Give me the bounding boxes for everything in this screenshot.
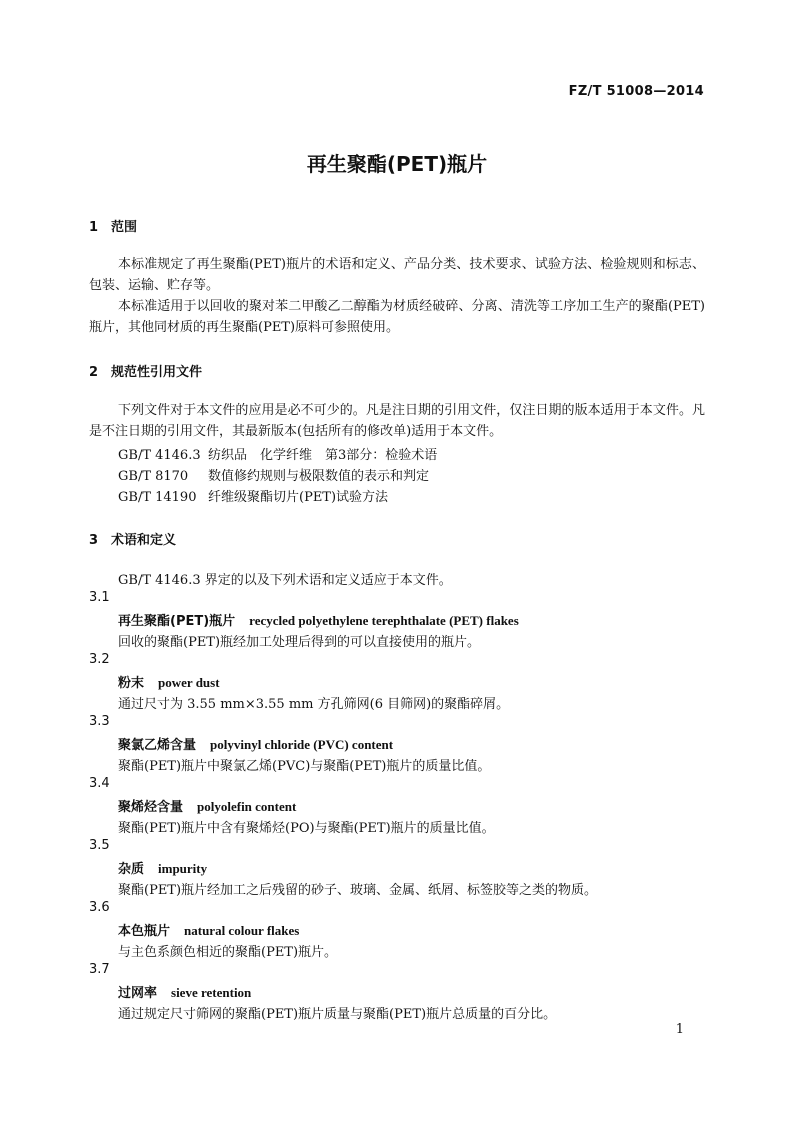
- term-english: polyolefin content: [197, 799, 297, 814]
- term-definition: 通过尺寸为 3.55 mm×3.55 mm 方孔筛网(6 目筛网)的聚酯碎屑。: [118, 697, 510, 712]
- term-chinese: 过网率: [118, 986, 158, 1001]
- reference-item: [118, 444, 437, 463]
- references-intro: [89, 400, 705, 442]
- term-chinese: 本色瓶片: [118, 924, 171, 939]
- page-number: 1: [675, 1022, 684, 1037]
- term-number: 3.7: [89, 962, 110, 977]
- reference-code: GB/T 8170: [118, 469, 189, 484]
- term-definition: 回收的聚酯(PET)瓶经加工处理后得到的可以直接使用的瓶片。: [118, 635, 481, 650]
- term-number: 3.6: [89, 900, 110, 915]
- term-entry: [118, 982, 251, 1001]
- term-chinese: 聚烯烃含量: [118, 800, 184, 815]
- term-english: impurity: [158, 861, 208, 876]
- reference-code: GB/T 14190: [118, 490, 197, 505]
- term-definition: 通过规定尺寸筛网的聚酯(PET)瓶片质量与聚酯(PET)瓶片总质量的百分比。: [118, 1007, 557, 1022]
- term-number: 3.1: [89, 590, 110, 605]
- term-number: 3.4: [89, 776, 110, 791]
- section-title: 术语和定义: [111, 533, 177, 548]
- term-entry: [118, 610, 519, 629]
- paragraph: 本标准适用于以回收的聚对苯二甲酸乙二醇酯为材质经破碎、分离、清洗等工序加工生产的聚酯(PET)瓶片，其他同材质的再生聚酯(PET)原料可参照使用。: [89, 299, 705, 335]
- section-number: 3: [89, 533, 99, 548]
- term-chinese: 再生聚酯(PET)瓶片: [118, 614, 236, 629]
- standard-number: FZ/T 51008—2014: [568, 84, 704, 99]
- term-definition: 与主色系颜色相近的聚酯(PET)瓶片。: [118, 945, 338, 960]
- reference-item: [118, 465, 429, 484]
- document-title: 再生聚酯(PET)瓶片: [306, 152, 488, 176]
- scope-text: [89, 254, 705, 338]
- terms-intro: GB/T 4146.3 界定的以及下列术语和定义适应于本文件。: [118, 573, 452, 588]
- section-title: 规范性引用文件: [111, 365, 203, 380]
- term-definition: 聚酯(PET)瓶片中聚氯乙烯(PVC)与聚酯(PET)瓶片的质量比值。: [118, 759, 491, 774]
- term-entry: [118, 858, 207, 877]
- term-chinese: 聚氯乙烯含量: [118, 738, 197, 753]
- term-entry: [118, 796, 296, 815]
- section-heading-scope: [89, 216, 137, 235]
- term-definition: 聚酯(PET)瓶片中含有聚烯烃(PO)与聚酯(PET)瓶片的质量比值。: [118, 821, 495, 836]
- section-title: 范围: [111, 220, 138, 235]
- paragraph: 下列文件对于本文件的应用是必不可少的。凡是注日期的引用文件，仅注日期的版本适用于本文件。凡是不注日期的引用文件，其最新版本(包括所有的修改单)适用于本文件。: [89, 403, 705, 439]
- term-entry: [118, 734, 393, 753]
- reference-title: 纤维级聚酯切片(PET)试验方法: [208, 490, 389, 505]
- reference-title: 纺织品 化学纤维 第3部分：检验术语: [208, 448, 438, 463]
- term-english: natural colour flakes: [184, 923, 300, 938]
- term-entry: [118, 672, 220, 691]
- paragraph: 本标准规定了再生聚酯(PET)瓶片的术语和定义、产品分类、技术要求、试验方法、检验规则和标志、包装、运输、贮存等。: [89, 257, 705, 293]
- term-chinese: 粉末: [118, 676, 145, 691]
- term-english: power dust: [158, 675, 220, 690]
- section-heading-terms-definitions: [89, 529, 176, 548]
- term-english: polyvinyl chloride (PVC) content: [210, 737, 394, 752]
- term-chinese: 杂质: [118, 862, 145, 877]
- term-english: sieve retention: [171, 985, 252, 1000]
- term-definition: 聚酯(PET)瓶片经加工之后残留的砂子、玻璃、金属、纸屑、标签胶等之类的物质。: [118, 883, 598, 898]
- section-number: 1: [89, 220, 99, 235]
- term-number: 3.3: [89, 714, 110, 729]
- reference-code: GB/T 4146.3: [118, 448, 201, 463]
- term-number: 3.5: [89, 838, 110, 853]
- term-number: 3.2: [89, 652, 110, 667]
- section-number: 2: [89, 365, 99, 380]
- section-heading-normative-references: [89, 361, 202, 380]
- reference-title: 数值修约规则与极限数值的表示和判定: [208, 469, 430, 484]
- term-english: recycled polyethylene terephthalate (PET) flakes: [249, 613, 519, 628]
- term-entry: [118, 920, 299, 939]
- reference-item: [118, 486, 388, 505]
